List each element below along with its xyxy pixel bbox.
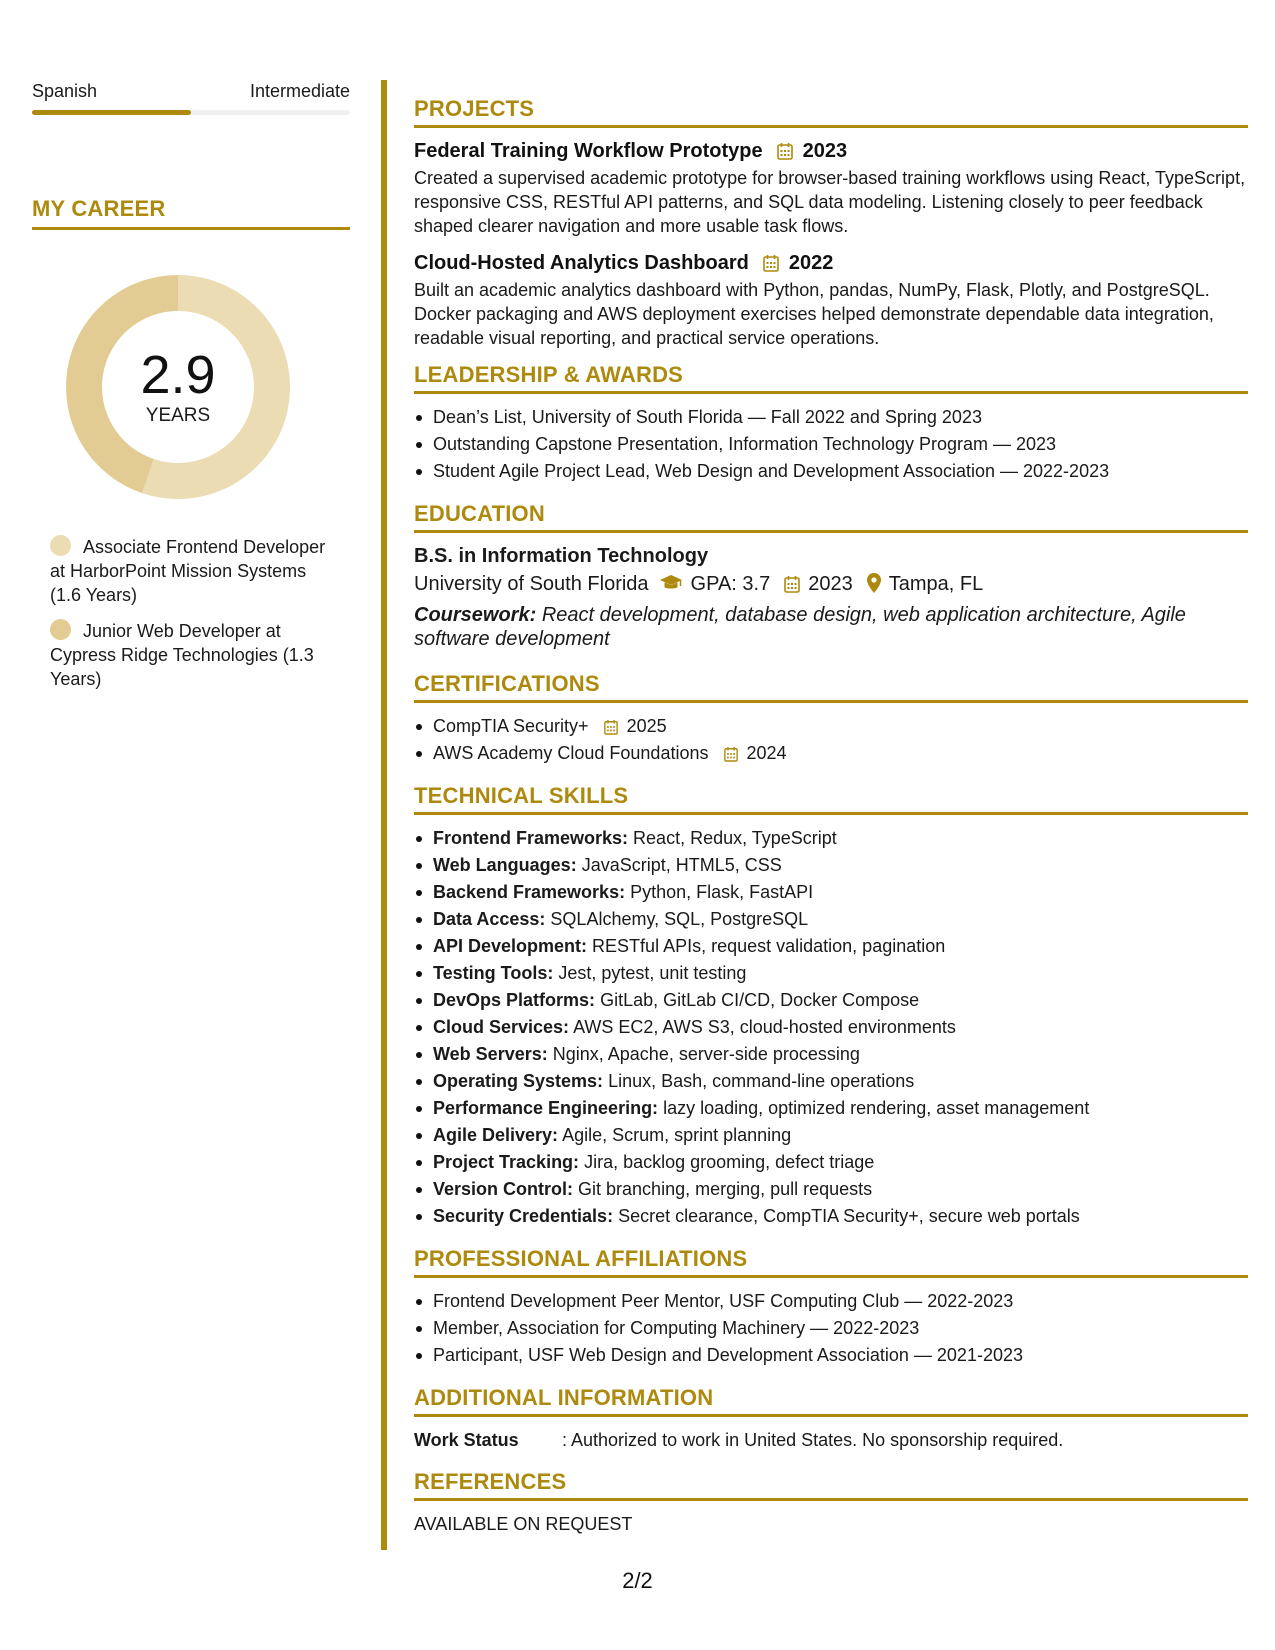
list-item: Frontend Development Peer Mentor, USF Computing Club — 2022-2023: [414, 1288, 1248, 1315]
left-column: [32, 80, 350, 689]
list-item: Dean’s List, University of South Florida — Fall 2022 and Spring 2023: [414, 404, 1248, 431]
skill-item: [414, 1149, 1248, 1176]
skill-label: Web Languages:: [433, 855, 577, 875]
education-coursework: [414, 603, 1248, 651]
skill-label: Backend Frameworks:: [433, 882, 626, 902]
coursework-text: React development, database design, web application architecture, Agile software development: [414, 604, 1186, 650]
skill-value: Jira, backlog grooming, defect triage: [584, 1152, 875, 1172]
skill-value: Agile, Scrum, sprint planning: [562, 1125, 792, 1145]
skill-value: GitLab, GitLab CI/CD, Docker Compose: [600, 990, 920, 1010]
skill-value: JavaScript, HTML5, CSS: [581, 855, 782, 875]
certification-name: AWS Academy Cloud Foundations: [433, 743, 709, 763]
calendar-icon: [724, 743, 738, 763]
skill-value: Python, Flask, FastAPI: [630, 882, 814, 902]
certifications-list: [414, 713, 1248, 767]
work-status-value: : Authorized to work in United States. No sponsorship required.: [562, 1430, 1064, 1450]
affiliations-section: [414, 1246, 1248, 1369]
education-heading: EDUCATION: [414, 501, 1248, 533]
skill-item: [414, 1176, 1248, 1203]
project-year: 2022: [788, 252, 834, 274]
skill-value: lazy loading, optimized rendering, asset management: [663, 1098, 1090, 1118]
skill-label: Testing Tools:: [433, 963, 554, 983]
skill-label: Agile Delivery:: [433, 1125, 559, 1145]
skill-item: [414, 1014, 1248, 1041]
graduation-cap-icon: [659, 569, 683, 599]
skill-label: DevOps Platforms:: [433, 990, 596, 1010]
map-pin-icon: [867, 569, 881, 599]
career-legend-label: Associate Frontend Developer at HarborPoint Mission Systems (1.6 Years): [50, 537, 326, 605]
skill-item: [414, 1203, 1248, 1230]
skill-label: Data Access:: [433, 909, 546, 929]
education-location: Tampa, FL: [888, 573, 984, 595]
list-item: [414, 713, 1248, 740]
certification-year: 2024: [746, 743, 787, 763]
education-year: 2023: [808, 573, 853, 595]
project-title-row: [414, 250, 1248, 276]
career-legend-label: Junior Web Developer at Cypress Ridge Technologies (1.3 Years): [50, 621, 314, 689]
skill-label: Security Credentials:: [433, 1206, 614, 1226]
calendar-icon: [763, 250, 779, 276]
list-item: Member, Association for Computing Machinery — 2022-2023: [414, 1315, 1248, 1342]
language-name: Spanish: [32, 81, 98, 101]
skill-item: [414, 1122, 1248, 1149]
projects-section: [414, 96, 1248, 350]
skill-value: Nginx, Apache, server-side processing: [552, 1044, 860, 1064]
career-donut-chart: [66, 275, 290, 499]
skill-value: RESTful APIs, request validation, pagination: [592, 936, 946, 956]
skill-item: [414, 933, 1248, 960]
calendar-icon: [777, 138, 793, 164]
column-divider: [381, 80, 387, 1550]
project-title: Cloud-Hosted Analytics Dashboard: [414, 252, 749, 274]
skill-value: Secret clearance, CompTIA Security+, secure web portals: [618, 1206, 1080, 1226]
skill-label: Web Servers:: [433, 1044, 548, 1064]
skills-list: [414, 825, 1248, 1230]
education-gpa: GPA: 3.7: [690, 573, 771, 595]
skill-item: [414, 987, 1248, 1014]
certification-name: CompTIA Security+: [433, 716, 589, 736]
language-row: [32, 80, 350, 102]
certifications-section: [414, 671, 1248, 767]
career-legend-item: [50, 619, 340, 691]
skill-label: Performance Engineering:: [433, 1098, 659, 1118]
skill-label: Project Tracking:: [433, 1152, 580, 1172]
skill-value: Jest, pytest, unit testing: [558, 963, 747, 983]
skill-label: Frontend Frameworks:: [433, 828, 629, 848]
affiliations-heading: PROFESSIONAL AFFILIATIONS: [414, 1246, 1248, 1278]
skill-item: [414, 825, 1248, 852]
calendar-icon: [784, 569, 800, 599]
career-total-unit: YEARS: [145, 405, 211, 426]
skill-item: [414, 1068, 1248, 1095]
legend-dot-icon: [50, 535, 71, 556]
skill-item: [414, 1041, 1248, 1068]
references-heading: REFERENCES: [414, 1469, 1248, 1501]
list-item: Outstanding Capstone Presentation, Information Technology Program — 2023: [414, 431, 1248, 458]
skill-value: AWS EC2, AWS S3, cloud-hosted environments: [573, 1017, 956, 1037]
language-proficiency-bar: [32, 110, 350, 115]
certifications-heading: CERTIFICATIONS: [414, 671, 1248, 703]
education-section: [414, 501, 1248, 651]
career-total-years: 2.9: [140, 345, 216, 405]
skill-item: [414, 960, 1248, 987]
skill-label: Cloud Services:: [433, 1017, 570, 1037]
leadership-list: [414, 404, 1248, 485]
project-title: Federal Training Workflow Prototype: [414, 140, 763, 162]
skill-value: SQLAlchemy, SQL, PostgreSQL: [550, 909, 809, 929]
language-level: Intermediate: [249, 81, 350, 101]
education-degree: B.S. in Information Technology: [414, 545, 709, 567]
skills-section: [414, 783, 1248, 1230]
projects-heading: PROJECTS: [414, 96, 1248, 128]
list-item: Student Agile Project Lead, Web Design and Development Association — 2022-2023: [414, 458, 1248, 485]
leadership-section: [414, 362, 1248, 485]
leadership-heading: LEADERSHIP & AWARDS: [414, 362, 1248, 394]
skill-item: [414, 906, 1248, 933]
page-number: 2/2: [622, 1568, 653, 1593]
skill-item: [414, 1095, 1248, 1122]
career-legend-item: [50, 535, 340, 607]
list-item: [414, 740, 1248, 767]
language-proficiency-fill: [32, 110, 191, 115]
certification-year: 2025: [626, 716, 667, 736]
additional-section: [414, 1385, 1248, 1453]
career-donut-center: [66, 275, 290, 499]
coursework-label: Coursework:: [414, 604, 537, 626]
education-details-row: [414, 569, 1248, 599]
project-description: Created a supervised academic prototype for browser-based training workflows using React, TypeScript, responsive CSS, RESTful API patterns, and SQL data modeling. Listening closely to peer feedback shaped clearer navigation and more usable task flows.: [414, 168, 1246, 236]
work-status-label: Work Status: [414, 1430, 519, 1450]
project-description: Built an academic analytics dashboard with Python, pandas, NumPy, Flask, Plotly, and PostgreSQL. Docker packaging and AWS deployment exercises helped demonstrate dependable data integration, readable visual reporting, and practical service operations.: [414, 280, 1214, 348]
calendar-icon: [604, 716, 618, 736]
career-legend: [50, 535, 340, 703]
skills-heading: TECHNICAL SKILLS: [414, 783, 1248, 815]
career-heading: MY CAREER: [32, 196, 350, 230]
skill-value: Git branching, merging, pull requests: [578, 1179, 873, 1199]
references-section: [414, 1469, 1248, 1537]
legend-dot-icon: [50, 619, 71, 640]
skill-label: API Development:: [433, 936, 588, 956]
work-status-row: [414, 1427, 1248, 1453]
skill-label: Operating Systems:: [433, 1071, 604, 1091]
skill-value: Linux, Bash, command-line operations: [608, 1071, 915, 1091]
skill-item: [414, 879, 1248, 906]
affiliations-list: [414, 1288, 1248, 1369]
education-school: University of South Florida: [414, 573, 649, 595]
right-column: [414, 96, 1248, 1553]
project-title-row: [414, 138, 1248, 164]
project-year: 2023: [802, 140, 848, 162]
additional-heading: ADDITIONAL INFORMATION: [414, 1385, 1248, 1417]
skill-item: [414, 852, 1248, 879]
list-item: Participant, USF Web Design and Development Association — 2021-2023: [414, 1342, 1248, 1369]
skill-value: React, Redux, TypeScript: [633, 828, 837, 848]
skill-label: Version Control:: [433, 1179, 574, 1199]
references-text: AVAILABLE ON REQUEST: [414, 1514, 633, 1534]
